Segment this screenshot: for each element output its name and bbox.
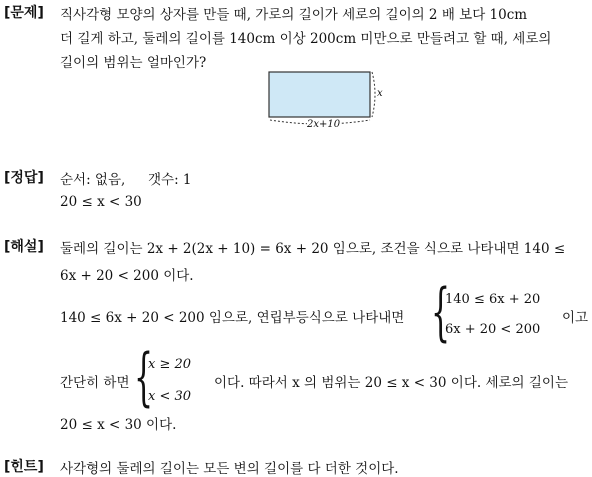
explanation-line-1: 둘레의 길이는 2x + 2(2x + 10) = 6x + 20 임으로, 조건을 식으로 나타내면 140 ≤ (60, 241, 566, 257)
hint-text: 사각형의 둘레의 길이는 모든 변의 길이를 다 더한 것이다. (60, 461, 399, 477)
system-2-row-2: x < 30 (148, 389, 192, 404)
figure-bottom-label: 2x+10 (307, 119, 341, 130)
explanation-line-4: 간단히 하면 (60, 375, 130, 391)
system-2-row-1: x ≥ 20 (148, 357, 192, 372)
problem-tag: [문제] (4, 5, 44, 21)
explanation-line-2: 6x + 20 < 200 이다. (60, 268, 194, 284)
system-1-brace: { (431, 276, 451, 351)
problem-line-2: 더 길게 하고, 둘레의 길이를 140cm 이상 200cm 미만으로 만들려고 할 때, 세로의 (60, 31, 552, 47)
explanation-line-3: 140 ≤ 6x + 20 < 200 임으로, 연립부등식으로 나타내면 (60, 310, 405, 326)
box-rectangle (269, 72, 370, 117)
height-dim-line (372, 72, 375, 117)
system-1-row-1: 140 ≤ 6x + 20 (445, 292, 541, 307)
answer-count: 갯수: 1 (148, 172, 192, 188)
system-2-brace: { (134, 341, 154, 416)
problem-line-1: 직사각형 모양의 상자를 만들 때, 가로의 길이가 세로의 길이의 2 배 보다 10cm (60, 7, 528, 23)
explanation-line-3-end: 이고 (562, 310, 589, 326)
explanation-line-5: 20 ≤ x < 30 이다. (60, 417, 177, 433)
answer-result: 20 ≤ x < 30 (60, 194, 142, 210)
hint-tag: [힌트] (4, 459, 44, 475)
problem-line-3: 길이의 범위는 얼마인가? (60, 55, 207, 71)
answer-tag: [정답] (4, 170, 44, 186)
figure-side-label: x (377, 88, 383, 99)
system-1-row-2: 6x + 20 < 200 (445, 322, 541, 337)
explanation-tag: [해설] (4, 239, 44, 255)
explanation-line-4-end: 이다. 따라서 x 의 범위는 20 ≤ x < 30 이다. 세로의 길이는 (214, 375, 568, 391)
answer-order: 순서: 없음, (60, 172, 126, 188)
